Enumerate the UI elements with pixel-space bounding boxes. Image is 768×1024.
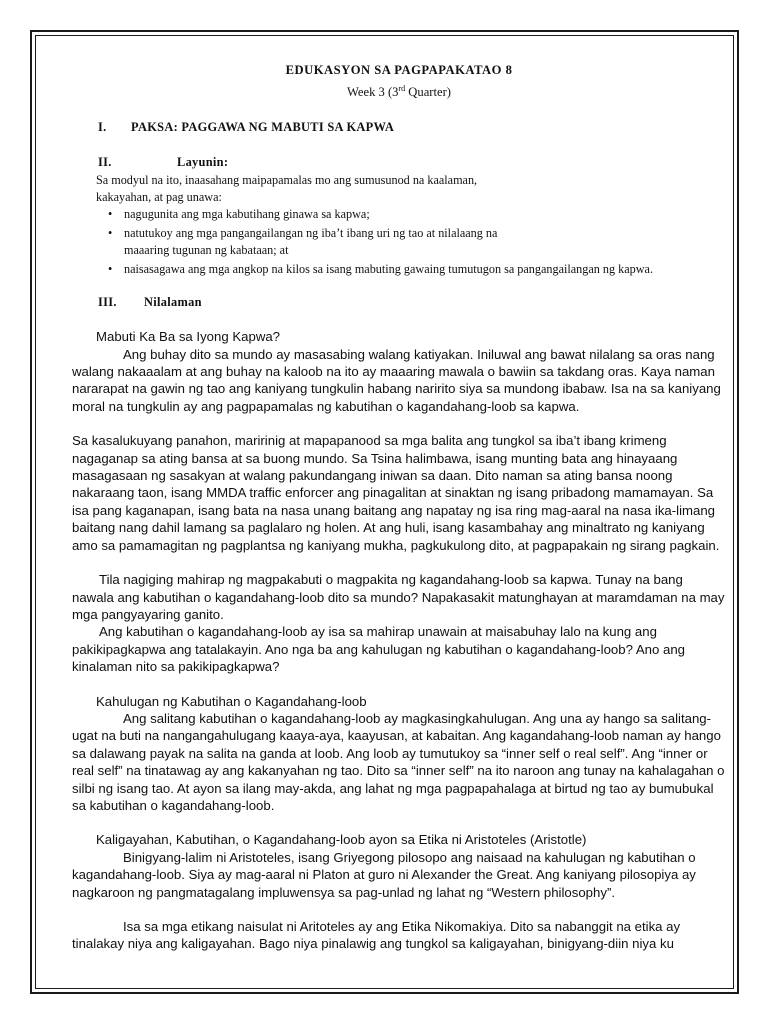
paragraph: Ang buhay dito sa mundo ay masasabing walang katiyakan. Iniluwal ang bawat nilalang sa oras nang walang nakaaalam at ang buhay na kaloob na ito ay maaaring mawala o bawiin sa takdang oras. Kaya naman nararapat na gawin ng tao ang kaniyang tungkulin habang naririto siya sa mundong ibabaw. Isa na sa kaniyang moral na tungkulin ay ang pagpapamalas ng kabutihan o kagandahang-loob sa kapwa.	[72, 346, 721, 414]
section-label: Nilalaman	[144, 294, 202, 309]
subtitle-quarter: Quarter)	[405, 85, 451, 100]
section-number: III.	[98, 294, 117, 309]
document-title: EDUKASYON SA PAGPAPAKATAO 8	[285, 63, 513, 77]
objective-item: • naisasagawa ang mga angkop na kilos sa isang mabuting gawaing tumutugon sa pangangailangan ng kapwa.	[72, 261, 726, 278]
subheading-mabuti: Mabuti Ka Ba sa Iyong Kapwa?	[96, 329, 281, 345]
objective-item: • nagugunita ang mga kabutihang ginawa sa kapwa;	[72, 206, 726, 223]
section-nilalaman	[72, 294, 726, 311]
subtitle-ordinal: rd	[398, 84, 406, 94]
section-number: II.	[98, 155, 112, 170]
content-body	[72, 328, 726, 953]
objectives-intro-line2: kakayahan, at pag unawa:	[96, 189, 222, 204]
paragraph: Ang salitang kabutihan o kagandahang-loob ay magkasingkahulugan. Ang una ay hango sa salitang-ugat na buti na nangangahulugang kaaya-aya, kaayusan, at kabaitan. Ang kagandahang-loob naman ay hango sa dalawang payak na salita na ganda at loob. Ang loob ay tumutukoy sa “inner self o real self”. Ang “inner or real self” na tinatawag ay ang kakanyahan ng tao. Dito sa “inner self” na ito naroon ang tunay na kahalagahan o silbi ng isang tao. At ayon sa ilang may-akda, ang lahat ng mga pagpapahalaga at birtud ng tao ay bumubukal sa kabutihan o kagandahang-loob.	[72, 710, 725, 813]
section-paksa	[72, 119, 726, 136]
objectives-list	[72, 206, 726, 278]
paragraph: Sa kasalukuyang panahon, maririnig at mapapanood sa mga balita ang tungkol sa iba’t ibang krimeng nagaganap sa ating bansa at sa buong mundo. Sa Tsina halimbawa, isang munting bata ang hinayaang masagasaan ng sasakyan at walang pakundangang iniwan sa daan. Dito naman sa ating bansa noong nakaraang taon, isang MMDA traffic enforcer ang pinagalitan at sinaktan ng isang pribadong mamamayan. Sa isa pang kaganapan, isang bata na nasa unang baitang ang napatay ng isa ring mag-aaral na nasa ika-limang baitang nang dahil lamang sa paglalaro ng holen. At ang huli, isang kasambahay ang minaltrato ng kaniyang amo sa pamamagitan ng pagplantsa ng kaniyang mukha, pagkukulong dito, at pagpapakain ng sirang pagkain.	[72, 433, 720, 553]
paragraph: Binigyang-lalim ni Aristoteles, isang Griyegong pilosopo ang naisaad na kahulugan ng kabutihan o kagandahang-loob. Siya ay mag-aaral ni Platon at guro ni Alexander the Great. Ang kaniyang pilosopiya ay nagkaroon ng pangmatagalang impluwensya sa pag-unlad ng lahat ng “Western philosophy”.	[72, 849, 696, 900]
subheading-aristoteles: Kaligayahan, Kabutihan, o Kagandahang-loob ayon sa Etika ni Aristoteles (Aristotle)	[96, 832, 587, 848]
objective-item: • natutukoy ang mga pangangailangan ng iba’t ibang uri ng tao at nilalaang na maaaring tugunan ng kabataan; at	[72, 225, 544, 259]
document-page	[72, 62, 726, 953]
subtitle-week: Week 3 (3	[347, 85, 399, 100]
objectives-intro-line1: Sa modyul na ito, inaasahang maipapamalas mo ang sumusunod na kaalaman,	[96, 172, 478, 187]
paragraph: Ang kabutihan o kagandahang-loob ay isa sa mahirap unawain at maisabuhay lalo na kung ang pakikipagkapwa ang tatalakayin. Ano nga ba ang kahulugan ng kabutihan o kagandahang-loob? Ano ang kinalaman nito sa pakikipagkapwa?	[72, 624, 685, 675]
document-subtitle	[72, 80, 726, 102]
section-label: Layunin:	[177, 155, 229, 170]
section-number: I.	[98, 120, 107, 134]
paragraph: Isa sa mga etikang naisulat ni Aritoteles ay ang Etika Nikomakiya. Dito sa nabanggit na etika ay tinalakay niya ang kaligayahan. Bago niya pinalawig ang tungkol sa kaligayahan, binigyang-diin niya ku	[72, 919, 681, 952]
paragraph: Tila nagiging mahirap ng magpakabuti o magpakita ng kagandahang-loob sa kapwa. Tunay na bang nawala ang kabutihan o kagandahang-loob dito sa mundo? Napakasakit matunghayan at maramdaman na may mga pangyayaring ganito.	[72, 572, 725, 622]
section-label: PAKSA: PAGGAWA NG MABUTI SA KAPWA	[131, 120, 395, 134]
subheading-kahulugan: Kahulugan ng Kabutihan o Kagandahang-loob	[96, 693, 367, 709]
section-layunin	[72, 154, 726, 171]
objectives-block	[72, 172, 726, 278]
